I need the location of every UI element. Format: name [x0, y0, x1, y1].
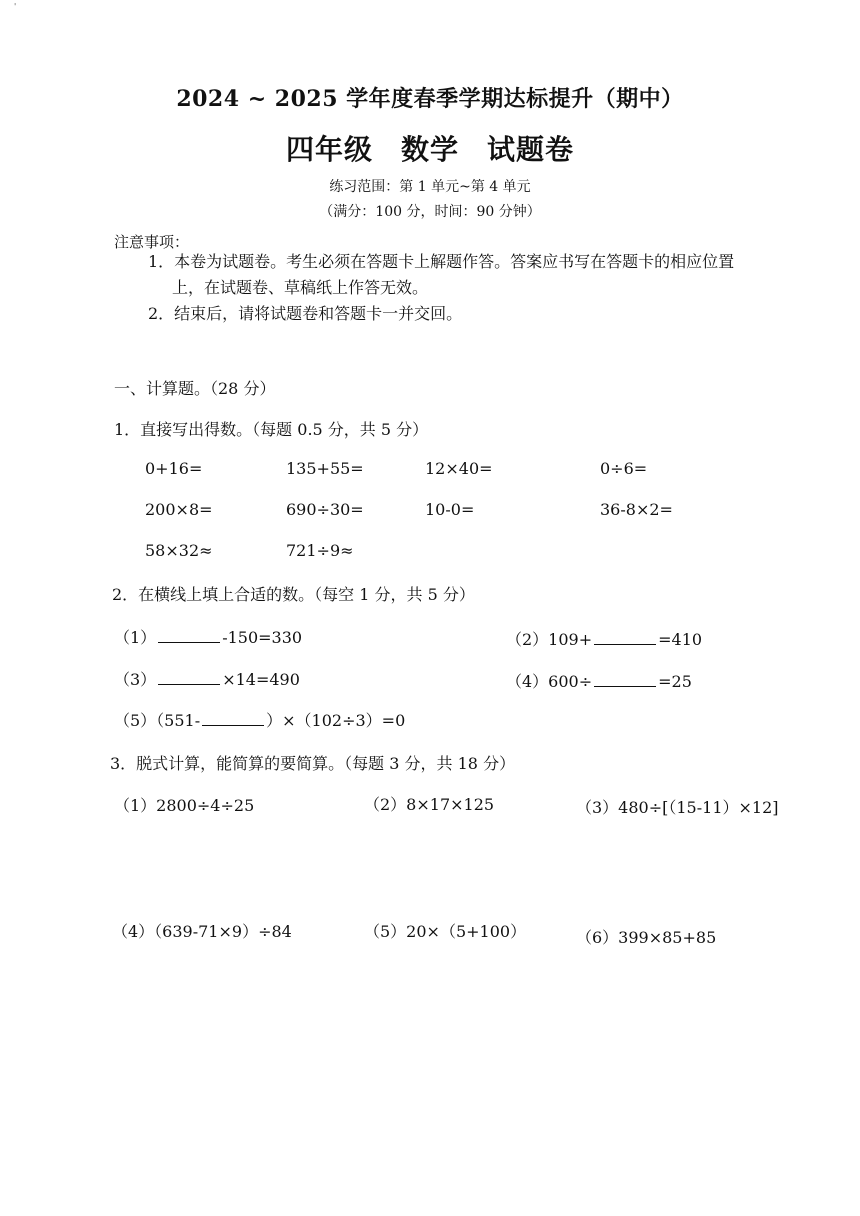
fill-blank[interactable] — [594, 672, 656, 687]
section-1-heading: 一、计算题。（28 分） — [114, 379, 276, 398]
calc-item: 10-0= — [425, 500, 475, 519]
calc-item: 135+55= — [286, 459, 364, 478]
question-1-title: 1．直接写出得数。（每题 0.5 分，共 5 分） — [114, 420, 429, 439]
subject-label: 数学 — [400, 133, 459, 166]
calc-item: 12×40= — [425, 459, 493, 478]
notice-item-2: 2．结束后，请将试题卷和答题卡一并交回。 — [148, 304, 463, 323]
paper-type-label: 试题卷 — [487, 133, 575, 166]
grade-label: 四年级 — [285, 133, 373, 166]
fill-blank[interactable] — [594, 630, 656, 645]
fill-item-5: （5）（551- ）×（102÷3）=0 — [114, 711, 406, 730]
step-calc-item: （3）480÷[（15-11）×12] — [576, 798, 779, 817]
fill-item-3: （3） ×14=490 — [114, 670, 300, 689]
step-calc-item: （1）2800÷4÷25 — [114, 796, 255, 815]
score-time: （满分：100 分，时间：90 分钟） — [319, 204, 541, 220]
exam-subtitle — [0, 128, 860, 168]
step-calc-item: （4）（639-71×9）÷84 — [112, 922, 292, 941]
notice-heading: 注意事项： — [114, 233, 190, 251]
scan-mark: ' — [14, 2, 17, 11]
exam-title: 2024 ~ 2025 学年度春季学期达标提升（期中） — [176, 86, 684, 112]
step-calc-item: （2）8×17×125 — [364, 795, 495, 814]
calc-item: 200×8= — [145, 500, 213, 519]
notice-item-1-line-2: 上，在试题卷、草稿纸上作答无效。 — [172, 278, 429, 297]
fill-blank[interactable] — [158, 670, 220, 685]
fill-item-1: （1） -150=330 — [114, 628, 303, 647]
practice-scope: 练习范围：第 1 单元~第 4 单元 — [329, 179, 531, 195]
fill-item-4: （4）600÷ =25 — [506, 672, 692, 691]
calc-item: 36-8×2= — [600, 500, 673, 519]
step-calc-item: （6）399×85+85 — [576, 928, 717, 947]
question-2-title: 2．在横线上填上合适的数。（每空 1 分，共 5 分） — [112, 585, 475, 604]
calc-item: 58×32≈ — [145, 541, 213, 560]
question-3-title: 3．脱式计算，能简算的要简算。（每题 3 分，共 18 分） — [110, 754, 516, 773]
calc-item: 721÷9≈ — [286, 541, 354, 560]
calc-item: 690÷30= — [286, 500, 364, 519]
fill-blank[interactable] — [158, 628, 220, 643]
fill-item-2: （2）109+ =410 — [506, 630, 703, 649]
calc-item: 0÷6= — [600, 459, 648, 478]
step-calc-item: （5）20×（5+100） — [364, 922, 527, 941]
calc-item: 0+16= — [145, 459, 203, 478]
notice-item-1-line-1: 1．本卷为试题卷。考生必须在答题卡上解题作答。答案应书写在答题卡的相应位置 — [148, 252, 735, 271]
fill-blank[interactable] — [202, 711, 264, 726]
